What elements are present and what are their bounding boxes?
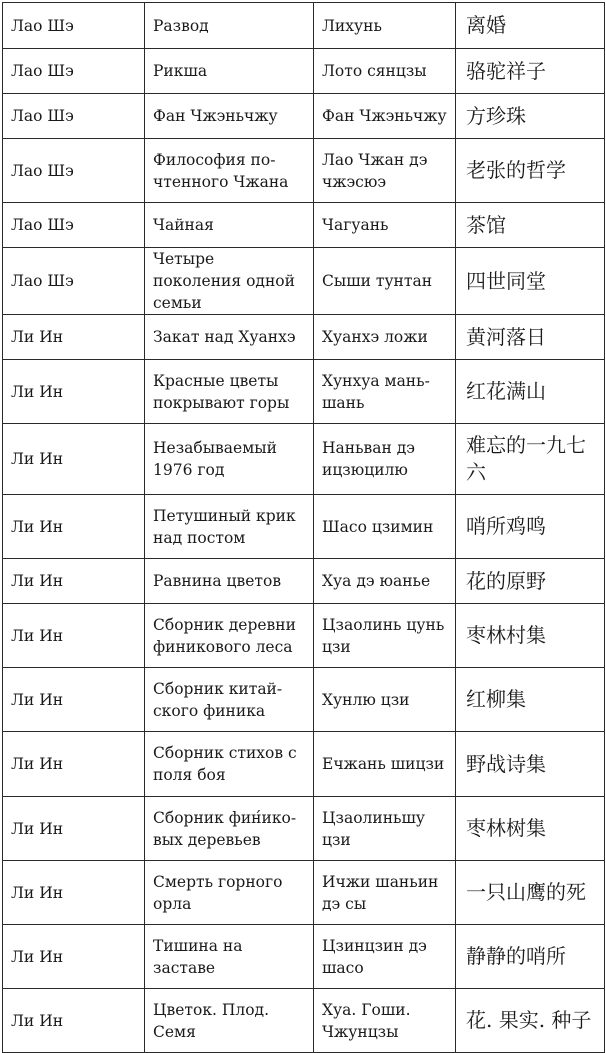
author-cell: Лао Шэ xyxy=(3,94,145,139)
title-ru-cell: Закат над Хуанхэ xyxy=(145,315,314,360)
author-cell: Ли Ин xyxy=(3,315,145,360)
author-cell: Лао Шэ xyxy=(3,49,145,94)
table-row xyxy=(3,797,605,861)
table-row xyxy=(3,94,605,139)
title-zh-cell: 红花满山 xyxy=(456,360,605,424)
author-cell: Ли Ин xyxy=(3,732,145,797)
title-ru-cell: Сборник деревни финикового леса xyxy=(145,604,314,668)
title-zh-cell: 枣林村集 xyxy=(456,604,605,668)
table-row xyxy=(3,732,605,797)
title-ru-cell: Четыре поколения одной семьи xyxy=(145,248,314,315)
title-zh-cell: 茶馆 xyxy=(456,203,605,248)
author-cell: Ли Ин xyxy=(3,559,145,604)
translit-cell: Сыши тунтан xyxy=(314,248,456,315)
author-cell: Ли Ин xyxy=(3,989,145,1053)
title-zh-cell: 老张的哲学 xyxy=(456,139,605,203)
title-zh-cell: 离婚 xyxy=(456,3,605,49)
table-row xyxy=(3,360,605,424)
works-table xyxy=(2,2,605,1053)
table-row xyxy=(3,668,605,732)
author-cell: Ли Ин xyxy=(3,424,145,495)
translit-cell: Цзаолиньшу цзи xyxy=(314,797,456,861)
author-cell: Ли Ин xyxy=(3,925,145,989)
author-cell: Ли Ин xyxy=(3,495,145,559)
title-zh-cell: 哨所鸡鸣 xyxy=(456,495,605,559)
translit-cell: Цзаолинь цунь цзи xyxy=(314,604,456,668)
translit-cell: Лао Чжан дэ чжэсюэ xyxy=(314,139,456,203)
author-cell: Ли Ин xyxy=(3,360,145,424)
title-ru-cell: Чайная xyxy=(145,203,314,248)
translit-cell: Наньван дэ ицзюцилю xyxy=(314,424,456,495)
translit-cell: Лихунь xyxy=(314,3,456,49)
title-zh-cell: 花的原野 xyxy=(456,559,605,604)
title-zh-cell: 一只山鹰的死 xyxy=(456,861,605,925)
title-ru-cell: Тишина на заставе xyxy=(145,925,314,989)
title-zh-cell: 静静的哨所 xyxy=(456,925,605,989)
title-ru-cell: Петушиный крик над постом xyxy=(145,495,314,559)
title-zh-cell: 红柳集 xyxy=(456,668,605,732)
title-ru-cell: Развод xyxy=(145,3,314,49)
translit-cell: Ечжань шицзи xyxy=(314,732,456,797)
table-row xyxy=(3,604,605,668)
title-ru-cell: Рикша xyxy=(145,49,314,94)
translit-cell: Хунхуа мань-шань xyxy=(314,360,456,424)
translit-cell: Цзинцзин дэ шасо xyxy=(314,925,456,989)
table-row xyxy=(3,3,605,49)
author-cell: Ли Ин xyxy=(3,604,145,668)
author-cell: Лао Шэ xyxy=(3,3,145,49)
title-zh-cell: 黄河落日 xyxy=(456,315,605,360)
title-zh-cell: 枣林树集 xyxy=(456,797,605,861)
translit-cell: Хунлю цзи xyxy=(314,668,456,732)
author-cell: Лао Шэ xyxy=(3,139,145,203)
title-zh-cell: 野战诗集 xyxy=(456,732,605,797)
title-ru-cell: Сборник фин́ико-вых деревьев xyxy=(145,797,314,861)
title-ru-cell: Сборник стихов с поля боя xyxy=(145,732,314,797)
table-row xyxy=(3,559,605,604)
table-row xyxy=(3,203,605,248)
table-row xyxy=(3,495,605,559)
translit-cell: Шасо цзимин xyxy=(314,495,456,559)
translit-cell: Фан Чжэньчжу xyxy=(314,94,456,139)
title-ru-cell: Равнина цветов xyxy=(145,559,314,604)
title-ru-cell: Смерть горного орла xyxy=(145,861,314,925)
author-cell: Ли Ин xyxy=(3,861,145,925)
translit-cell: Чагуань xyxy=(314,203,456,248)
table-row xyxy=(3,248,605,315)
title-ru-cell: Философия по-чтенного Чжана xyxy=(145,139,314,203)
title-zh-cell: 骆驼祥子 xyxy=(456,49,605,94)
title-ru-cell: Фан Чжэньчжу xyxy=(145,94,314,139)
title-zh-cell: 四世同堂 xyxy=(456,248,605,315)
author-cell: Ли Ин xyxy=(3,668,145,732)
author-cell: Лао Шэ xyxy=(3,248,145,315)
translit-cell: Хуа дэ юанье xyxy=(314,559,456,604)
title-zh-cell: 难忘的一九七 六 xyxy=(456,424,605,495)
title-ru-cell: Цветок. Плод. Семя xyxy=(145,989,314,1053)
title-ru-cell: Сборник китай-ского финика xyxy=(145,668,314,732)
title-zh-cell: 方珍珠 xyxy=(456,94,605,139)
table-row xyxy=(3,925,605,989)
table-row xyxy=(3,424,605,495)
table-row xyxy=(3,49,605,94)
author-cell: Лао Шэ xyxy=(3,203,145,248)
translit-cell: Хуа. Гоши. Чжунцзы xyxy=(314,989,456,1053)
title-ru-cell: Красные цветы покрывают горы xyxy=(145,360,314,424)
translit-cell: Лото сянцзы xyxy=(314,49,456,94)
title-ru-cell: Незабываемый 1976 год xyxy=(145,424,314,495)
title-zh-cell: 花. 果实. 种子 xyxy=(456,989,605,1053)
translit-cell: Ичжи шаньин дэ сы xyxy=(314,861,456,925)
translit-cell: Хуанхэ ложи xyxy=(314,315,456,360)
table-row xyxy=(3,315,605,360)
author-cell: Ли Ин xyxy=(3,797,145,861)
table-row xyxy=(3,139,605,203)
table-row xyxy=(3,989,605,1053)
table-row xyxy=(3,861,605,925)
